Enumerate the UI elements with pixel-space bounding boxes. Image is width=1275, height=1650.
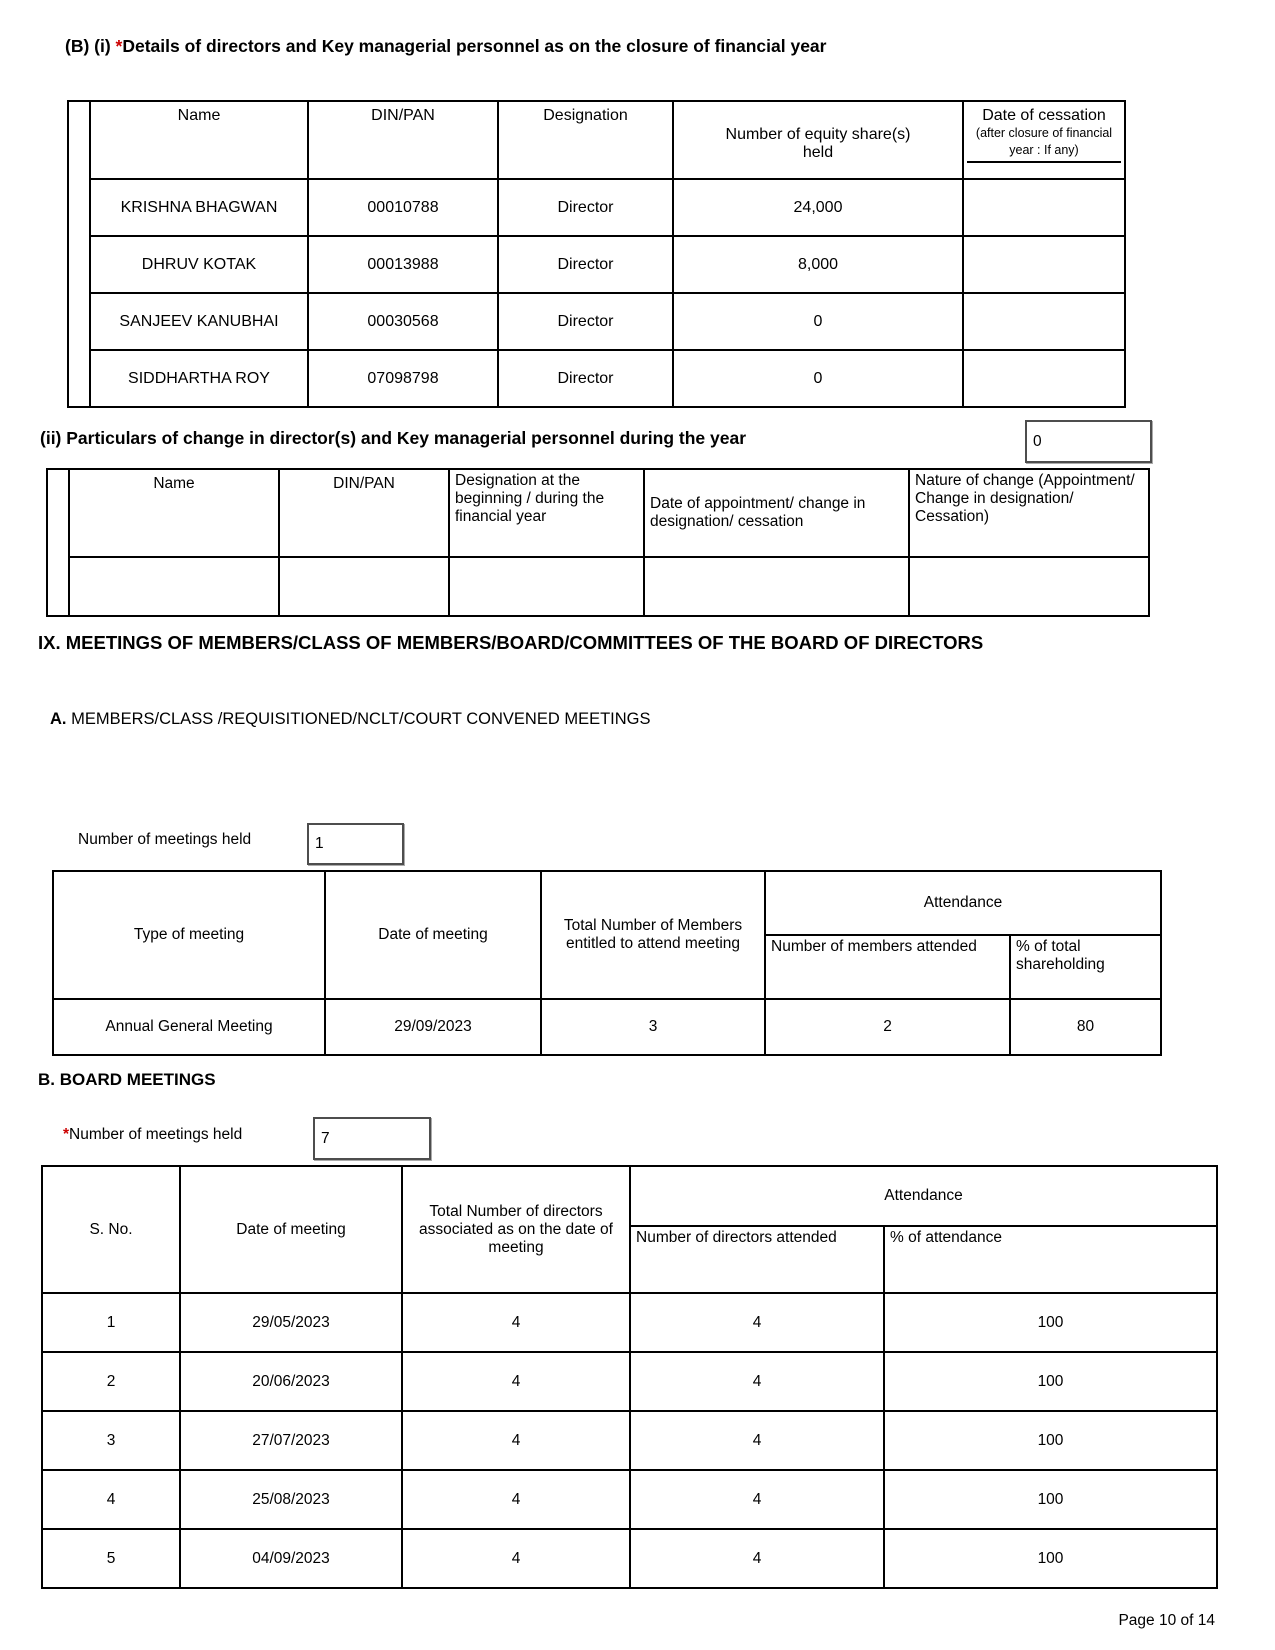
- col-header-members-attended: Number of members attended: [765, 935, 1010, 999]
- cell-meeting-date: 29/09/2023: [325, 999, 541, 1055]
- director-row: [68, 236, 1125, 293]
- cell-director-din: 07098798: [308, 350, 498, 407]
- section-b-meetings-heading: B. BOARD MEETINGS: [38, 1070, 216, 1089]
- director-row: [68, 350, 1125, 407]
- directors-table: [67, 100, 1126, 408]
- col-header-meeting-date: Date of meeting: [325, 871, 541, 999]
- cell-attendance-pct: 100: [884, 1529, 1217, 1588]
- section-bi-prefix: (B) (i): [65, 36, 116, 56]
- col-header-change-date: Date of appointment/ change in designation/ cessation: [644, 469, 909, 557]
- meetings-held-label: Number of meetings held: [78, 831, 252, 848]
- col-header-meeting-date: Date of meeting: [180, 1166, 402, 1293]
- members-meeting-row: [53, 999, 1161, 1055]
- section-bi-heading: [65, 36, 826, 57]
- cell-director-cessation: [963, 236, 1125, 293]
- cell-serial-no: 1: [42, 1293, 180, 1352]
- changes-empty-row: [47, 557, 1149, 616]
- cell-meeting-type: Annual General Meeting: [53, 999, 325, 1055]
- board-meetings-held-label: [63, 1126, 242, 1144]
- cell-serial-no: 2: [42, 1352, 180, 1411]
- cell-change-date: [644, 557, 909, 616]
- cell-change-name: [69, 557, 279, 616]
- cell-director-shares: 0: [673, 350, 963, 407]
- cell-meeting-date: 25/08/2023: [180, 1470, 402, 1529]
- col-header-din-pan: DIN/PAN: [308, 101, 498, 179]
- col-header-name: Name: [69, 469, 279, 557]
- cell-director-name: SANJEEV KANUBHAI: [90, 293, 308, 350]
- cell-change-din: [279, 557, 449, 616]
- members-table-header-row: [53, 871, 1161, 935]
- cell-director-cessation: [963, 350, 1125, 407]
- cell-attendance-pct: 100: [884, 1293, 1217, 1352]
- col-header-cessation: [963, 101, 1125, 179]
- page-number: Page 10 of 14: [1118, 1612, 1215, 1629]
- cell-serial-no: 4: [42, 1470, 180, 1529]
- col-header-attendance: Attendance: [765, 871, 1161, 935]
- cell-director-shares: 24,000: [673, 179, 963, 236]
- section-a-heading: [50, 710, 651, 729]
- change-count-field[interactable]: 0: [1025, 420, 1152, 463]
- cell-change-designation: [449, 557, 644, 616]
- director-row: [68, 179, 1125, 236]
- col-header-designation: Designation: [498, 101, 673, 179]
- col-header-members-entitled: Total Number of Members entitled to attend meeting: [541, 871, 765, 999]
- cell-members-attended: 2: [765, 999, 1010, 1055]
- director-row: [68, 293, 1125, 350]
- board-meeting-row: [42, 1293, 1217, 1352]
- cell-directors-attended: 4: [630, 1293, 884, 1352]
- cell-director-designation: Director: [498, 350, 673, 407]
- cell-directors-associated: 4: [402, 1352, 630, 1411]
- cell-director-designation: Director: [498, 236, 673, 293]
- cessation-header-line1: Date of cessation: [982, 107, 1106, 124]
- col-header-shareholding-pct: % of total shareholding: [1010, 935, 1161, 999]
- col-header-equity-shares: Number of equity share(s) held: [673, 101, 963, 179]
- cell-director-din: 00010788: [308, 179, 498, 236]
- board-meetings-table: [41, 1165, 1218, 1589]
- board-meetings-held-field[interactable]: 7: [313, 1117, 431, 1160]
- section-a-prefix: A.: [50, 710, 67, 728]
- cell-directors-associated: 4: [402, 1411, 630, 1470]
- cell-directors-associated: 4: [402, 1293, 630, 1352]
- board-meetings-held-text: Number of meetings held: [69, 1126, 243, 1143]
- cell-director-shares: 8,000: [673, 236, 963, 293]
- cell-directors-attended: 4: [630, 1470, 884, 1529]
- cell-director-name: SIDDHARTHA ROY: [90, 350, 308, 407]
- cell-director-din: 00013988: [308, 236, 498, 293]
- cell-director-designation: Director: [498, 293, 673, 350]
- board-meeting-row: [42, 1470, 1217, 1529]
- cell-director-shares: 0: [673, 293, 963, 350]
- left-strip-cell: [47, 469, 69, 616]
- col-header-directors-attended: Number of directors attended: [630, 1226, 884, 1293]
- board-meeting-row: [42, 1352, 1217, 1411]
- cell-serial-no: 5: [42, 1529, 180, 1588]
- section-a-title: MEMBERS/CLASS /REQUISITIONED/NCLT/COURT CONVENED MEETINGS: [66, 710, 651, 728]
- cell-change-nature: [909, 557, 1149, 616]
- cell-shareholding-pct: 80: [1010, 999, 1161, 1055]
- board-meeting-row: [42, 1529, 1217, 1588]
- cell-director-name: DHRUV KOTAK: [90, 236, 308, 293]
- cell-directors-associated: 4: [402, 1529, 630, 1588]
- cell-serial-no: 3: [42, 1411, 180, 1470]
- cell-director-name: KRISHNA BHAGWAN: [90, 179, 308, 236]
- cessation-header-line2: (after closure of financial: [975, 126, 1113, 140]
- cell-directors-attended: 4: [630, 1529, 884, 1588]
- cell-directors-associated: 4: [402, 1470, 630, 1529]
- left-strip-cell: [68, 101, 90, 407]
- cell-director-cessation: [963, 179, 1125, 236]
- section-bii-heading: (ii) Particulars of change in director(s) and Key managerial personnel during the year: [40, 428, 747, 448]
- cell-meeting-date: 04/09/2023: [180, 1529, 402, 1588]
- cell-director-designation: Director: [498, 179, 673, 236]
- cell-attendance-pct: 100: [884, 1352, 1217, 1411]
- cell-directors-attended: 4: [630, 1411, 884, 1470]
- changes-table: [46, 468, 1150, 617]
- cessation-header-line3: year : If any): [967, 142, 1121, 163]
- cell-members-entitled: 3: [541, 999, 765, 1055]
- meetings-held-field[interactable]: 1: [307, 823, 404, 865]
- section-ix-heading: IX. MEETINGS OF MEMBERS/CLASS OF MEMBERS/BOARD/COMMITTEES OF THE BOARD OF DIRECTORS: [38, 632, 984, 653]
- board-meeting-row: [42, 1411, 1217, 1470]
- directors-table-header-row: [68, 101, 1125, 179]
- members-meetings-table: [52, 870, 1162, 1056]
- cell-director-din: 00030568: [308, 293, 498, 350]
- col-header-serial-no: S. No.: [42, 1166, 180, 1293]
- col-header-name: Name: [90, 101, 308, 179]
- changes-table-header-row: [47, 469, 1149, 557]
- col-header-designation-period: Designation at the beginning / during the financial year: [449, 469, 644, 557]
- section-bi-title: Details of directors and Key managerial personnel as on the closure of financial year: [122, 36, 827, 56]
- required-star: *: [115, 36, 123, 56]
- cell-attendance-pct: 100: [884, 1470, 1217, 1529]
- col-header-nature-of-change: Nature of change (Appointment/ Change in designation/ Cessation): [909, 469, 1149, 557]
- required-star: *: [63, 1126, 70, 1143]
- col-header-attendance: Attendance: [630, 1166, 1217, 1226]
- cell-meeting-date: 27/07/2023: [180, 1411, 402, 1470]
- board-table-header-row: [42, 1166, 1217, 1226]
- col-header-meeting-type: Type of meeting: [53, 871, 325, 999]
- cell-meeting-date: 20/06/2023: [180, 1352, 402, 1411]
- cell-directors-attended: 4: [630, 1352, 884, 1411]
- col-header-attendance-pct: % of attendance: [884, 1226, 1217, 1293]
- col-header-directors-associated: Total Number of directors associated as on the date of meeting: [402, 1166, 630, 1293]
- col-header-din-pan: DIN/PAN: [279, 469, 449, 557]
- cell-attendance-pct: 100: [884, 1411, 1217, 1470]
- cell-meeting-date: 29/05/2023: [180, 1293, 402, 1352]
- cell-director-cessation: [963, 293, 1125, 350]
